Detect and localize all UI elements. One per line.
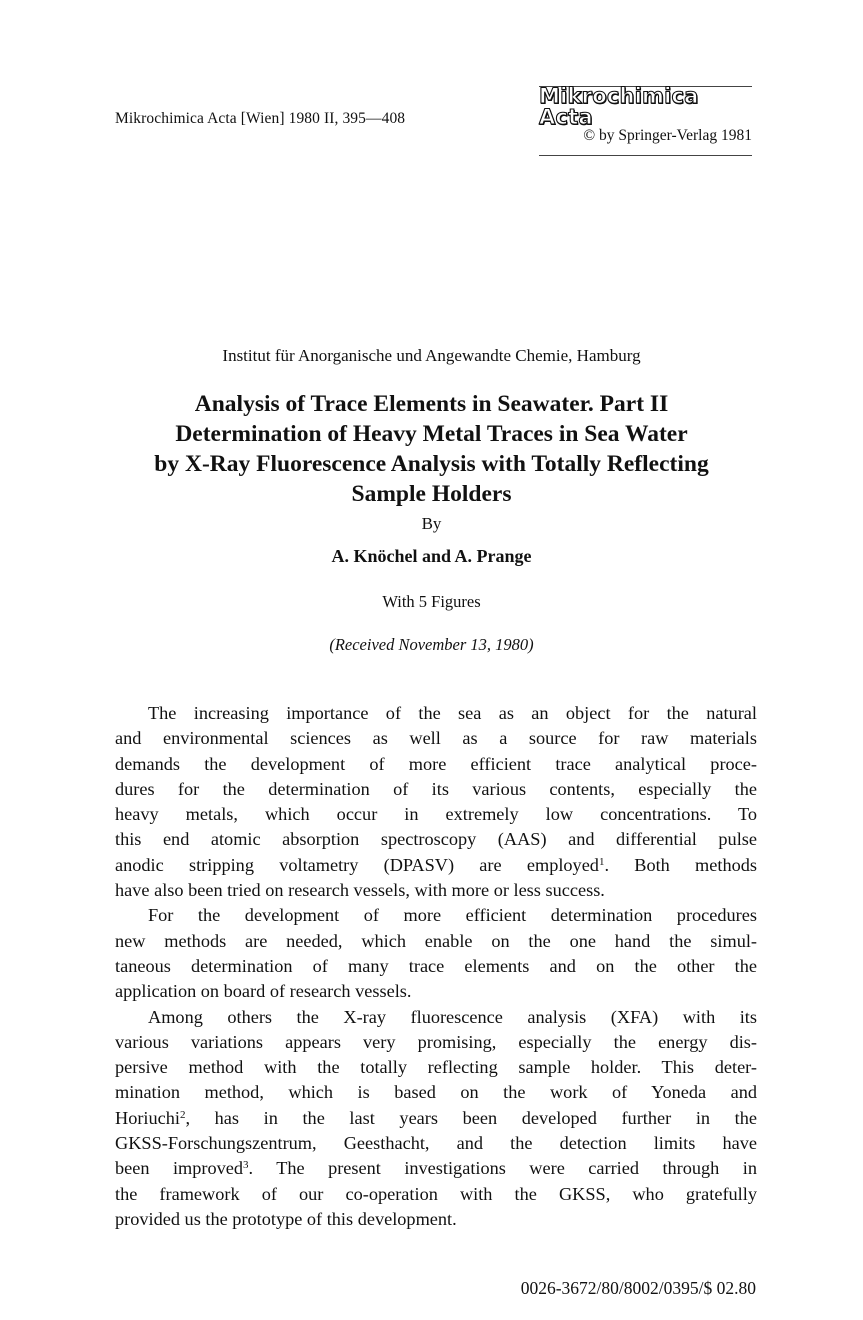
paper-title bbox=[0, 389, 863, 509]
journal-logo-text: Mikrochimica Acta bbox=[539, 84, 699, 129]
text-fragment: anodic stripping voltametry (DPASV) are employed bbox=[115, 854, 599, 875]
text-fragment: Horiuchi bbox=[115, 1107, 180, 1128]
text-line: demands the development of more efficient trace analytical proce- bbox=[115, 753, 757, 774]
paragraph bbox=[115, 1005, 757, 1233]
text-fragment: . The present investigations were carried through in bbox=[248, 1158, 757, 1179]
text-line: new methods are needed, which enable on the one hand the simul- bbox=[115, 930, 757, 951]
reference-marker: 2 bbox=[179, 1108, 186, 1121]
text-line bbox=[115, 853, 757, 878]
paragraph bbox=[115, 701, 757, 903]
received-date: (Received November 13, 1980) bbox=[329, 635, 534, 654]
text-line: dures for the determination of its various contents, especially the bbox=[115, 778, 757, 799]
text-line: persive method with the totally reflecting sample holder. This deter- bbox=[115, 1057, 757, 1078]
paragraph bbox=[115, 903, 757, 1004]
text-line: heavy metals, which occur in extremely low concentrations. To bbox=[115, 804, 757, 825]
article-code: 0026-3672/80/8002/0395/$ 02.80 bbox=[520, 1278, 756, 1298]
journal-citation: Mikrochimica Acta [Wien] 1980 II, 395—408 bbox=[115, 110, 406, 127]
reference-marker: 3 bbox=[243, 1159, 249, 1172]
text-fragment: . Both methods bbox=[604, 854, 757, 875]
text-line: For the development of more efficient determination procedures bbox=[148, 905, 757, 926]
text-line bbox=[115, 1156, 757, 1181]
text-line: provided us the prototype of this development. bbox=[115, 1208, 457, 1229]
title-line: Sample Holders bbox=[351, 481, 512, 507]
title-line: by X-Ray Fluorescence Analysis with Totally Reflecting bbox=[154, 451, 709, 477]
text-line: application on board of research vessels. bbox=[115, 981, 412, 1002]
title-line: Analysis of Trace Elements in Seawater. Part II bbox=[194, 391, 669, 417]
text-line: this end atomic absorption spectroscopy (AAS) and differential pulse bbox=[115, 829, 757, 850]
text-line: Among others the X-ray fluorescence analysis (XFA) with its bbox=[148, 1006, 757, 1027]
masthead-bottom-rule bbox=[539, 155, 752, 156]
text-line: have also been tried on research vessels, with more or less success. bbox=[115, 880, 605, 901]
journal-masthead bbox=[539, 86, 752, 156]
text-line: various variations appears very promising, especially the energy dis- bbox=[115, 1031, 757, 1052]
title-line: Determination of Heavy Metal Traces in Sea Water bbox=[175, 421, 688, 447]
text-line: the framework of our co-operation with the GKSS, who gratefully bbox=[115, 1183, 757, 1204]
institute-affiliation: Institut für Anorganische und Angewandte Chemie, Hamburg bbox=[222, 346, 641, 365]
authors: A. Knöchel and A. Prange bbox=[331, 546, 532, 566]
abstract-body bbox=[115, 701, 757, 1232]
journal-logo bbox=[539, 84, 752, 129]
text-line: taneous determination of many trace elements and on the other the bbox=[115, 955, 757, 976]
text-line: The increasing importance of the sea as an object for the natural bbox=[148, 703, 757, 723]
by-label: By bbox=[421, 514, 442, 533]
reference-marker: 1 bbox=[598, 855, 605, 868]
copyright-notice: © by Springer-Verlag 1981 bbox=[583, 127, 752, 144]
text-fragment: been improved bbox=[115, 1158, 244, 1179]
text-line: GKSS-Forschungszentrum, Geesthacht, and the detection limits have bbox=[115, 1133, 757, 1154]
text-line: mination method, which is based on the work of Yoneda and bbox=[115, 1082, 757, 1103]
text-line bbox=[115, 1106, 757, 1131]
text-line: and environmental sciences as well as a source for raw materials bbox=[115, 728, 757, 749]
figures-note: With 5 Figures bbox=[382, 592, 481, 611]
text-fragment: , has in the last years been developed further in the bbox=[185, 1107, 757, 1128]
